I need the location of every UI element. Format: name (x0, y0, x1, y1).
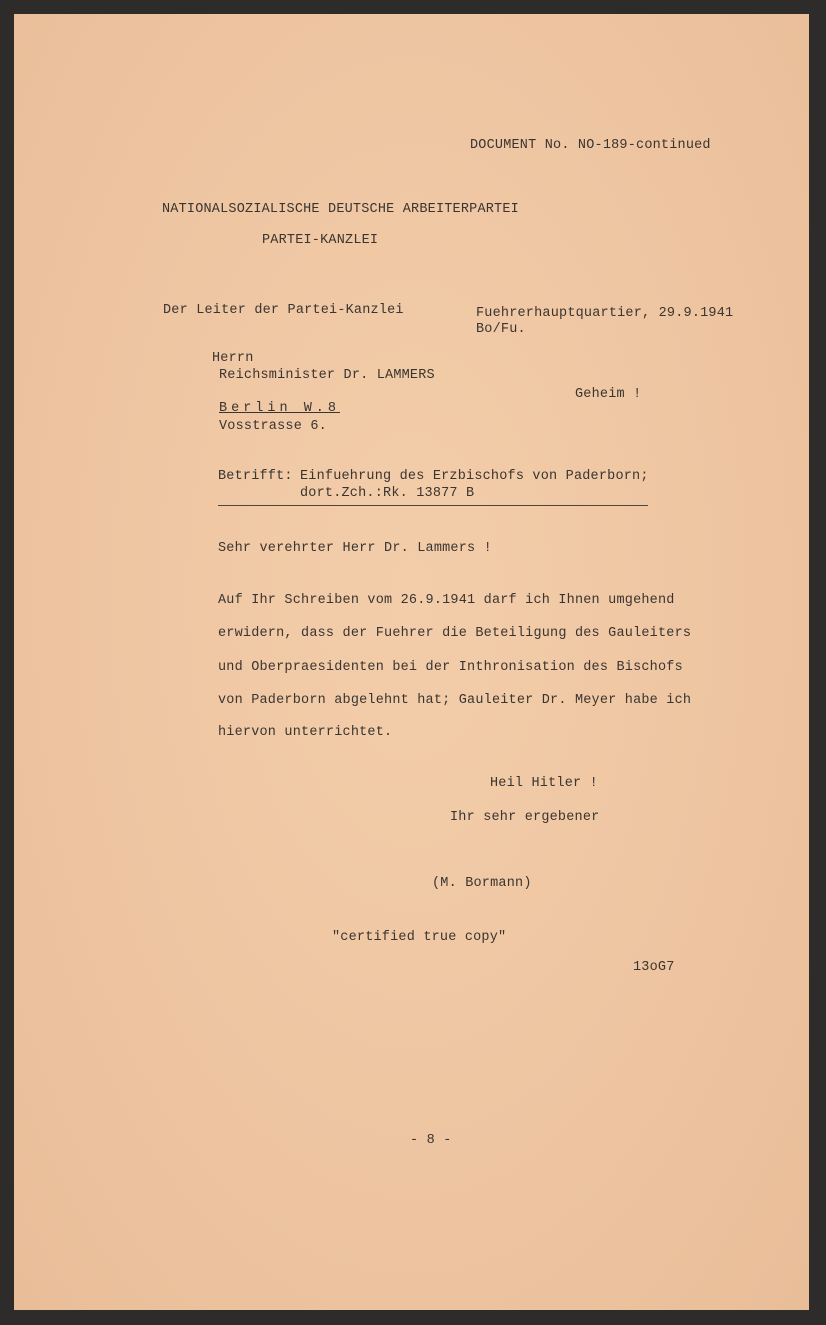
closing-greeting: Heil Hitler ! (490, 776, 598, 791)
signature: (M. Bormann) (432, 876, 532, 891)
document-code: 13oG7 (633, 960, 675, 975)
certification-note: "certified true copy" (332, 930, 507, 945)
sender-title: Der Leiter der Partei-Kanzlei (163, 303, 404, 318)
subject-underline (218, 505, 648, 506)
recipient-salutation: Herrn (212, 351, 254, 366)
body-line: erwidern, dass der Fuehrer die Beteiligung des Gauleiters (218, 626, 692, 641)
page-number: - 8 - (410, 1133, 452, 1148)
greeting: Sehr verehrter Herr Dr. Lammers ! (218, 541, 492, 556)
body-line: von Paderborn abgelehnt hat; Gauleiter Dr. Meyer habe ich (218, 693, 692, 708)
location-date: Fuehrerhauptquartier, 29.9.1941 (476, 306, 734, 321)
closing-line: Ihr sehr ergebener (450, 810, 600, 825)
organization-name: NATIONALSOZIALISCHE DEUTSCHE ARBEITERPARTEI (162, 202, 519, 217)
recipient-name: Reichsminister Dr. LAMMERS (219, 368, 435, 383)
subject-line-2: dort.Zch.:Rk. 13877 B (300, 486, 475, 501)
subject-line-1: Einfuehrung des Erzbischofs von Paderborn; (300, 469, 649, 484)
classification-mark: Geheim ! (575, 387, 642, 402)
reference-code: Bo/Fu. (476, 322, 526, 337)
body-line: hiervon unterrichtet. (218, 725, 393, 740)
document-reference: DOCUMENT No. NO-189-continued (470, 138, 711, 153)
subject-label: Betrifft: (218, 469, 293, 484)
recipient-street: Vosstrasse 6. (219, 419, 327, 434)
department-name: PARTEI-KANZLEI (262, 233, 379, 248)
body-line: Auf Ihr Schreiben vom 26.9.1941 darf ich Ihnen umgehend (218, 593, 675, 608)
body-line: und Oberpraesidenten bei der Inthronisation des Bischofs (218, 660, 683, 675)
recipient-city: Berlin W.8 (219, 401, 341, 416)
